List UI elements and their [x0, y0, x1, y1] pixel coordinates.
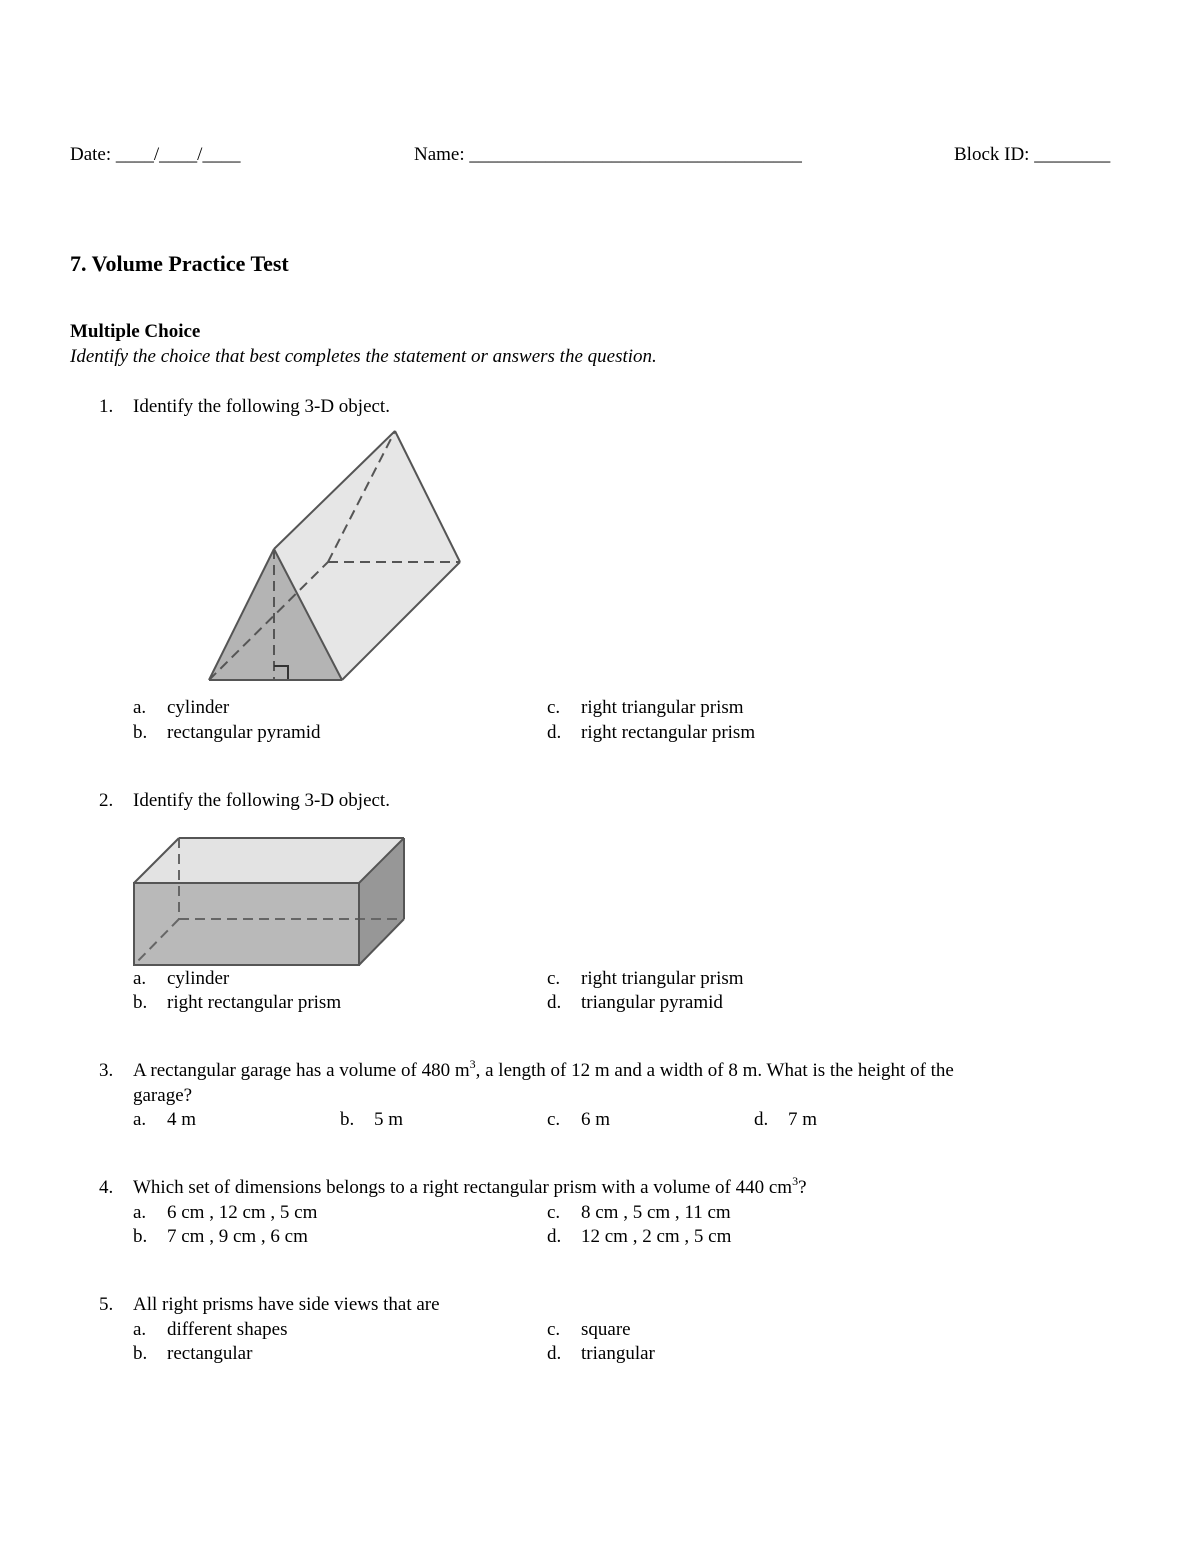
option-label: c.	[547, 697, 561, 718]
option-text: square	[581, 1319, 631, 1340]
question-2-option-d[interactable]	[547, 991, 723, 1015]
triangular-prism-icon	[200, 425, 470, 690]
question-5-option-c[interactable]	[547, 1318, 631, 1342]
option-text: rectangular pyramid	[167, 722, 321, 743]
question-3-text	[133, 1059, 954, 1083]
option-text: 12 cm , 2 cm , 5 cm	[581, 1226, 732, 1247]
option-text: 7 cm , 9 cm , 6 cm	[167, 1226, 308, 1247]
option-label: b.	[340, 1109, 355, 1130]
section-heading: Multiple Choice	[70, 321, 201, 342]
option-label: c.	[547, 968, 561, 989]
question-2-option-c[interactable]	[547, 967, 744, 991]
question-4-option-c[interactable]	[547, 1201, 731, 1225]
name-field	[414, 143, 802, 167]
block-id-blank: ________	[1034, 144, 1111, 165]
question-3-option-d[interactable]	[754, 1108, 817, 1132]
option-label: d.	[547, 1343, 562, 1364]
question-1-option-a[interactable]	[133, 696, 229, 720]
question-1-option-c[interactable]	[547, 696, 744, 720]
option-label: a.	[133, 1319, 147, 1340]
question-4-option-b[interactable]	[133, 1225, 308, 1249]
question-3-number: 3.	[99, 1060, 114, 1081]
option-text: different shapes	[167, 1319, 288, 1340]
option-text: right triangular prism	[581, 697, 744, 718]
option-text: 4 m	[167, 1109, 197, 1130]
question-2-number: 2.	[99, 790, 114, 811]
option-text: 7 m	[788, 1109, 818, 1130]
rectangular-prism-icon	[126, 830, 416, 970]
name-blank: ___________________________________	[469, 144, 802, 165]
question-2-text: Identify the following 3-D object.	[133, 790, 390, 811]
question-5-option-b[interactable]	[133, 1342, 252, 1366]
question-3-text-after: , a length of 12 m and a width of 8 m. What is the height of the	[475, 1060, 954, 1081]
option-label: d.	[547, 1226, 562, 1247]
option-label: c.	[547, 1109, 561, 1130]
section-instructions: Identify the choice that best completes the statement or answers the question.	[70, 346, 657, 367]
question-4-option-a[interactable]	[133, 1201, 317, 1225]
option-text: triangular	[581, 1343, 655, 1364]
option-label: d.	[754, 1109, 769, 1130]
option-text: rectangular	[167, 1343, 253, 1364]
question-4-option-d[interactable]	[547, 1225, 731, 1249]
option-text: cylinder	[167, 697, 230, 718]
option-label: b.	[133, 1226, 148, 1247]
block-id-field	[954, 143, 1110, 167]
date-label: Date:	[70, 144, 112, 165]
page-title: 7. Volume Practice Test	[70, 251, 289, 276]
option-text: 6 m	[581, 1109, 611, 1130]
question-5-option-a[interactable]	[133, 1318, 287, 1342]
question-4-text-after: ?	[798, 1177, 807, 1198]
date-field	[70, 143, 240, 167]
option-label: c.	[547, 1319, 561, 1340]
question-3-option-b[interactable]	[340, 1108, 403, 1132]
question-1-option-b[interactable]	[133, 721, 321, 745]
option-text: cylinder	[167, 968, 230, 989]
option-text: right rectangular prism	[581, 722, 756, 743]
question-4-number: 4.	[99, 1177, 114, 1198]
question-2-option-a[interactable]	[133, 967, 229, 991]
option-label: c.	[547, 1202, 561, 1223]
question-1-text: Identify the following 3-D object.	[133, 396, 390, 417]
date-blank: ____/____/____	[115, 144, 241, 165]
question-3-option-a[interactable]	[133, 1108, 196, 1132]
option-label: a.	[133, 1109, 147, 1130]
option-label: a.	[133, 968, 147, 989]
option-text: triangular pyramid	[581, 992, 723, 1013]
option-label: b.	[133, 992, 148, 1013]
option-label: a.	[133, 1202, 147, 1223]
option-label: b.	[133, 722, 148, 743]
name-label: Name:	[414, 144, 465, 165]
question-3-option-c[interactable]	[547, 1108, 610, 1132]
option-text: right triangular prism	[581, 968, 744, 989]
question-4-text	[133, 1176, 807, 1200]
superscript: 3	[469, 1057, 476, 1071]
question-5-number: 5.	[99, 1294, 114, 1315]
option-text: 5 m	[374, 1109, 404, 1130]
question-2-option-b[interactable]	[133, 991, 341, 1015]
option-label: d.	[547, 992, 562, 1013]
superscript: 3	[792, 1174, 799, 1188]
question-3-text-line2: garage?	[133, 1085, 193, 1106]
question-3-text-before: A rectangular garage has a volume of 480 m	[133, 1060, 470, 1081]
question-1-option-d[interactable]	[547, 721, 755, 745]
question-4-text-before: Which set of dimensions belongs to a right rectangular prism with a volume of 440 cm	[133, 1177, 793, 1198]
option-label: a.	[133, 697, 147, 718]
option-text: right rectangular prism	[167, 992, 342, 1013]
question-5-text: All right prisms have side views that are	[133, 1294, 440, 1315]
option-text: 8 cm , 5 cm , 11 cm	[581, 1202, 731, 1223]
question-1-number: 1.	[99, 396, 114, 417]
question-5-option-d[interactable]	[547, 1342, 655, 1366]
option-text: 6 cm , 12 cm , 5 cm	[167, 1202, 318, 1223]
block-id-label: Block ID:	[954, 144, 1030, 165]
option-label: b.	[133, 1343, 148, 1364]
option-label: d.	[547, 722, 562, 743]
